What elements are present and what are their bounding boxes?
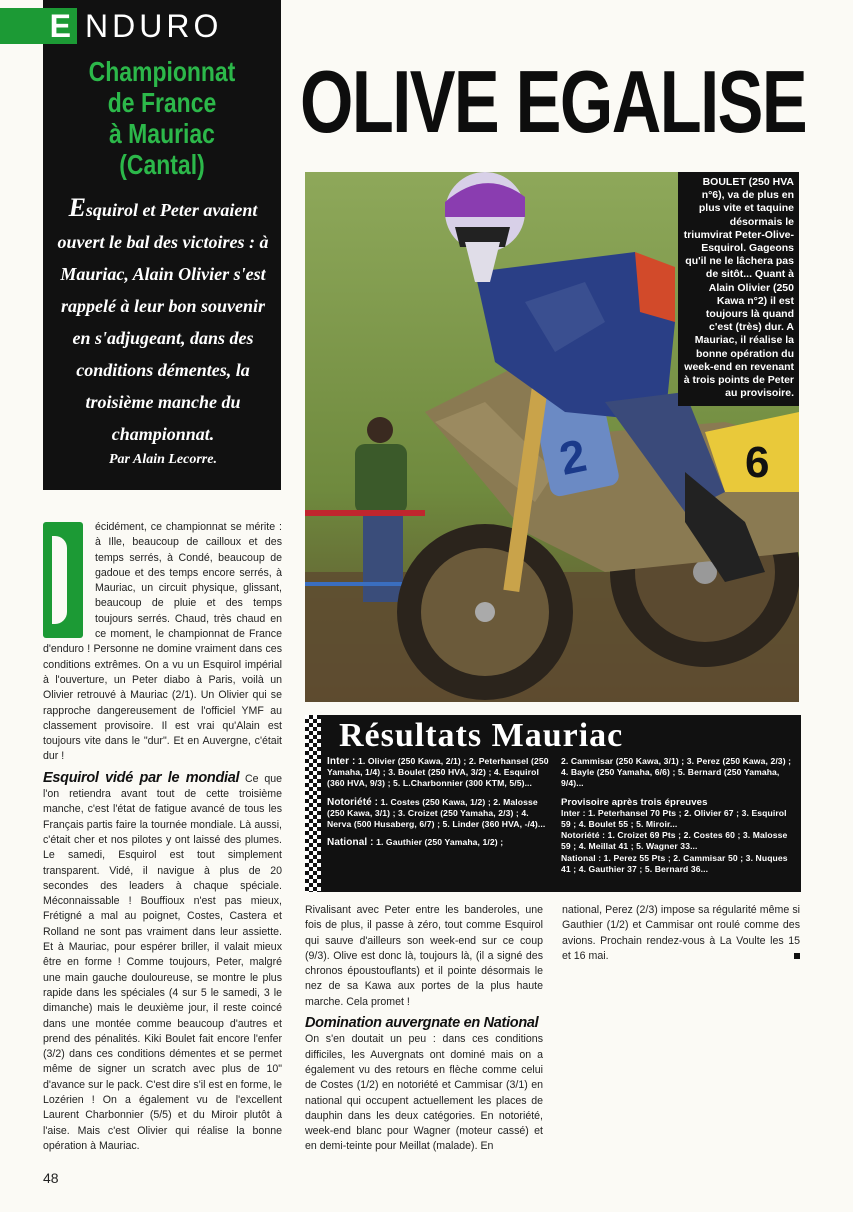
- column-2: [305, 903, 543, 1155]
- paragraph-4: On s'en doutait un peu : dans ces conditions difficiles, les Auvergnats ont dominé mais on a également vu des retours en flèche comme celui de Costes (1/2) en notoriété et Cammisar (3/1) en national qui occupent actuellement les places de dauphin dans les deux catégories. En notoriété, week-end blanc pour Wagner (moteur cassé) et en demi-teinte pour Meillat (malade). En: [305, 1033, 543, 1153]
- lead-initial: E: [68, 193, 86, 222]
- champ-line-2: de France: [107, 87, 217, 118]
- article-title: OLIVE EGALISE: [300, 52, 807, 151]
- checkered-flag-stripe: [305, 715, 321, 892]
- dropcap-letter-d: [43, 522, 83, 638]
- results-box: [305, 715, 801, 892]
- result-national: National : 1. Gauthier (250 Yamaha, 1/2) ;: [327, 837, 504, 849]
- paragraph-1: écidément, ce championnat se mérite : à Ille, beaucoup de cailloux et des temps serrés, à Condé, beaucoup de gadoue et des temps encore serrés, à Mauriac, un circuit physique, glissant, beaucoup de pluie et des temps toujours serrés. Chaud, très chaud en ce moment, le championnat de France d'enduro ! Personne ne domine vraiment dans ces conditions extrêmes. On a vu un Esquirol impérial à l'ouverture, un Peter diabo à Paris, voilà un Olivier retrouvé à Mauriac (2/1). Un Olivier qui se rapproche dangereusement de l'officiel YMF au classement provisoire. Il est vrai qu'Alain est toujours vite dans le "dur". Et en Auvergne, c'était dur !: [43, 521, 282, 763]
- lead-text: squirol et Peter avaient ouvert le bal des victoires : à Mauriac, Alain Olivier s'est rappelé à leur bon souvenir en s'adjugeant, dans des conditions démentes, la troisième manche du championnat.: [57, 200, 269, 444]
- section-letter: E: [0, 8, 77, 44]
- result-inter: Inter : 1. Olivier (250 Kawa, 2/1) ; 2. Peterhansel (250 Yamaha, 1/4) ; 3. Boulet (250 HVA, 3/2) ; 4. Esquirol (360 HVA, 9/3) ; 5. L.Charbonnier (300 KTM, 5/5)...: [327, 756, 549, 789]
- rear-plate-number: 6: [745, 438, 770, 487]
- championship-heading: [64, 56, 259, 180]
- results-column-right: [561, 756, 797, 875]
- provisional-heading: Provisoire après trois épreuves: [561, 796, 708, 808]
- champ-line-1: Championnat: [88, 56, 236, 87]
- result-notoriete: Notoriété : 1. Costes (250 Kawa, 1/2) ; 2. Malosse (250 Kawa, 3/1) ; 3. Croizet (250 Yamaha, 2/3) ; 4. Nerva (500 Husaberg, 6/7) ; 5. Linder (360 HVA, -/4)...: [327, 796, 546, 830]
- page-number: 48: [43, 1170, 59, 1186]
- paragraph-3: Rivalisant avec Peter entre les banderoles, une fois de plus, il passe à zéro, tout comme Esquirol qui sauve d'ailleurs son week-end sur ce coup (9/3). Olive est donc là, toujours là, (il a signé des chronos époustouflants) et il pointe désormais le nez de sa Kawa aux portes de la plus haute marche. Cela promet !: [305, 904, 543, 1008]
- column-3: [562, 903, 800, 964]
- lead-paragraph: [52, 192, 274, 450]
- results-column-left: [327, 756, 549, 855]
- end-mark: [794, 953, 800, 959]
- champ-line-3: à Mauriac (Cantal): [109, 118, 215, 180]
- section-tag: [0, 8, 222, 44]
- provisional-inter: Inter : 1. Peterhansel 70 Pts ; 2. Olivier 67 ; 3. Esquirol 59 ; 4. Boulet 55 ; 5. Miroir...: [561, 807, 787, 830]
- subhead-national: Domination auvergnate en National: [305, 1015, 539, 1032]
- front-plate-number: 2: [554, 428, 591, 485]
- paragraph-5: national, Perez (2/3) impose sa régularité même si Gauthier (1/2) et Cammisar ont roulé comme des avions. Prochain rendez-vous à La Voulte les 15 et 16 mai.: [562, 904, 800, 962]
- provisional-notoriete: Notoriété : 1. Croizet 69 Pts ; 2. Costes 60 ; 3. Malosse 59 ; 4. Meillat 41 ; 5. Wagner 33...: [561, 830, 788, 852]
- subhead-esquirol: Esquirol vidé par le mondial: [43, 769, 240, 786]
- byline: Par Alain Lecorre.: [109, 452, 217, 467]
- results-title: Résultats Mauriac: [339, 717, 624, 754]
- photo-caption: BOULET (250 HVA n°6), va de plus en plus vite et taquine désormais le triumvirat Peter-Olive-Esquirol. Gageons qu'il ne le lâchera pas de sitôt... Quant à Alain Olivier (250 Kawa n°2) il est toujours là quand c'est (très) dur. A Mauriac, il réalise la bonne opération du week-end en revenant à trois points de Peter au provisoire.: [678, 172, 799, 406]
- column-1: [43, 520, 282, 1154]
- result-national-cont: 2. Cammisar (250 Kawa, 3/1) ; 3. Perez (250 Kawa, 2/3) ; 4. Bayle (250 Yamaha, 6/6) ; 5. Bernard (250 Yamaha, 9/4)...: [561, 756, 792, 789]
- dropcap: [43, 522, 89, 638]
- paragraph-2: Ce que l'on retiendra avant tout de cette troisième manche, c'est l'état de fatigue avancé de tous les Français partis faire la tournée mondiale. Là aussi, c'était cher et nos pilotes y ont laissé des plumes. Le samedi, Esquirol est tout simplement transparent. Vidé, il navigue à plus de 20 secondes des leaders à chaque spéciale. Méconnaissable ! Bouffioux n'est pas mieux, Frétigné a mal au poignet, Costes, Castera et Rolland ne sont pas vraiment dans leur assiette. Et à Mauriac, pour espérer briller, il valait mieux être en forme ! Comme toujours, Peter, malgré une main gauche douloureuse, se montre le plus rapide dans les spéciales (4 sur 5 le samedi, 3 le dimanche) mais le deuxième jour, il reste coincé dans une montée comme beaucoup d'autres et prend des pénalités. Kiki Boulet fait encore l'enfer (3/2) dans ces conditions démentes et se permet même de signer un scratch avec plus de 10" d'avance sur le pack. C'est dire s'il est en forme, le Lozérien ! On a également vu de l'excellent Laurent Charbonnier (5/5) et du Miroir plutôt à l'aise. Mais c'est Olivier qui réalise la bonne opération à Mauriac.: [43, 772, 282, 1152]
- front-wheel: [397, 524, 573, 700]
- provisional-national: National : 1. Perez 55 Pts ; 2. Cammisar 50 ; 3. Nuques 41 ; 4. Gauthier 37 ; 5. Bernard 36...: [561, 852, 788, 874]
- section-name: NDURO: [85, 7, 223, 44]
